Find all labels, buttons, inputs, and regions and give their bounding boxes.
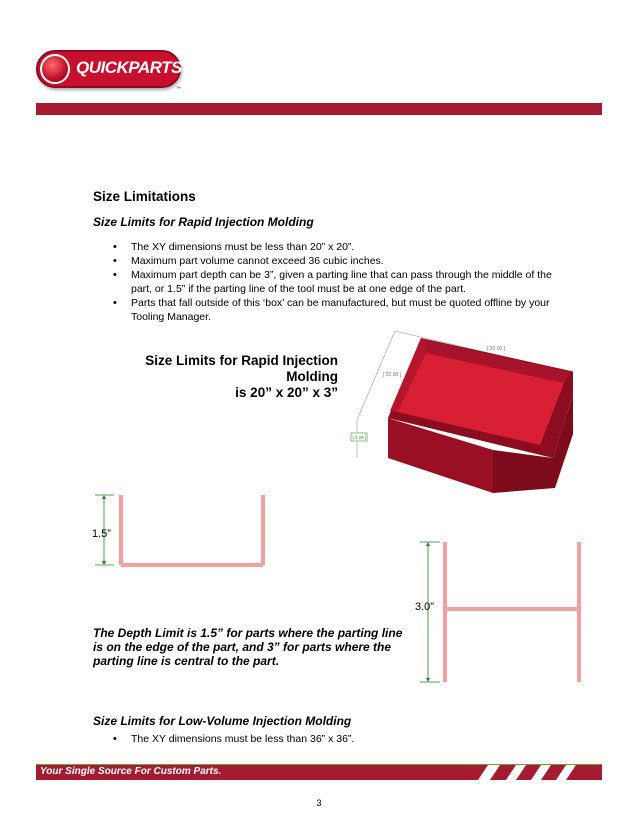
rim-bullet-list bbox=[93, 240, 553, 324]
edge-parting-diagram bbox=[90, 488, 270, 570]
dim-depth-label: [ 3.00 ] bbox=[352, 435, 367, 440]
header-bar bbox=[36, 103, 602, 115]
logo-dial-icon bbox=[40, 54, 70, 84]
page-number: 3 bbox=[316, 798, 322, 808]
quickparts-logo bbox=[36, 50, 186, 94]
box-part-figure bbox=[343, 328, 573, 493]
depth-note: The Depth Limit is 1.5” for parts where the parting line is on the edge of the part, and 3” for parts where the parting line is central to the part. bbox=[93, 626, 403, 668]
dim-side-label: [ 20.00 ] bbox=[383, 372, 402, 378]
edge-depth-label: 1.5” bbox=[92, 528, 111, 540]
low-volume-bullet-list bbox=[93, 732, 553, 746]
list-item: • The XY dimensions must be less than 36” x 36”. bbox=[93, 732, 553, 746]
footer-tagline: Your Single Source For Custom Parts. bbox=[40, 766, 222, 777]
figure-caption-line2: is 20” x 20” x 3” bbox=[235, 385, 338, 400]
list-item: • Parts that fall outside of this ‘box’ can be manufactured, but must be quoted offline by your Tooling Manager. bbox=[93, 296, 553, 324]
center-depth-label: 3.0” bbox=[415, 601, 434, 613]
logo-trademark: ™ bbox=[176, 86, 181, 92]
list-item: • Maximum part volume cannot exceed 36 cubic inches. bbox=[93, 254, 553, 268]
list-item: • Maximum part depth can be 3”, given a parting line that can pass through the middle of the part, or 1.5” if the parting line of the tool must be at one edge of the part. bbox=[93, 268, 553, 296]
footer-stripes-decoration bbox=[478, 765, 602, 780]
rim-subheading: Size Limits for Rapid Injection Molding bbox=[93, 215, 314, 229]
logo-wordmark: QUICKPARTS bbox=[76, 58, 182, 77]
central-parting-diagram bbox=[410, 535, 590, 687]
list-item: • The XY dimensions must be less than 20” x 20”. bbox=[93, 240, 553, 254]
low-volume-subheading: Size Limits for Low-Volume Injection Molding bbox=[93, 714, 352, 728]
figure-caption bbox=[100, 353, 338, 401]
section-title: Size Limitations bbox=[93, 189, 196, 204]
dim-top-label: [ 20.00 ] bbox=[487, 346, 506, 352]
figure-caption-line1: Size Limits for Rapid Injection Molding bbox=[145, 353, 338, 384]
